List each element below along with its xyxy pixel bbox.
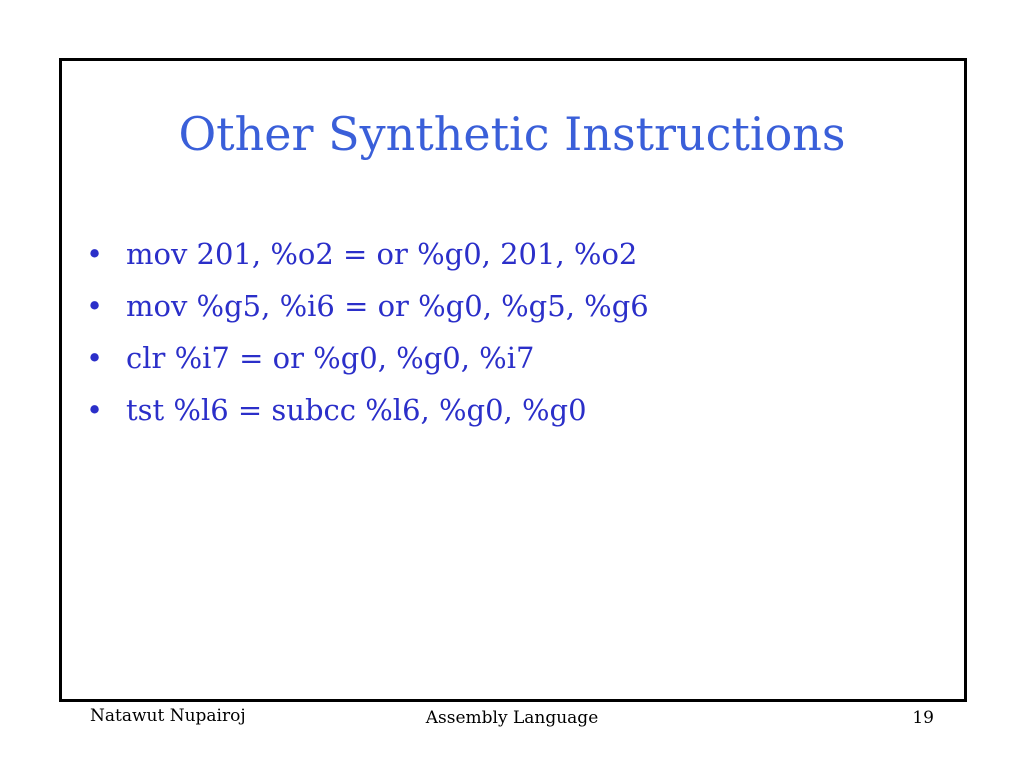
bullet-text: mov %g5, %i6 = or %g0, %g5, %g6	[126, 289, 649, 323]
footer-course-title: Assembly Language	[425, 708, 599, 728]
bullet-item	[86, 384, 649, 436]
bullet-point-icon: •	[86, 393, 104, 427]
footer-author: Natawut Nupairoj	[90, 706, 246, 726]
bullet-point-icon: •	[86, 341, 104, 375]
bullet-point-icon: •	[86, 289, 104, 323]
bullet-item	[86, 332, 649, 384]
footer-page-number: 19	[912, 708, 934, 728]
bullet-text: clr %i7 = or %g0, %g0, %i7	[126, 341, 535, 375]
slide-title: Other Synthetic Instructions	[178, 107, 846, 161]
bullet-text: tst %l6 = subcc %l6, %g0, %g0	[126, 393, 587, 427]
bullet-item	[86, 280, 649, 332]
bullet-list	[86, 228, 649, 436]
bullet-text: mov 201, %o2 = or %g0, 201, %o2	[126, 237, 638, 271]
bullet-point-icon: •	[86, 237, 104, 271]
bullet-item	[86, 228, 649, 280]
